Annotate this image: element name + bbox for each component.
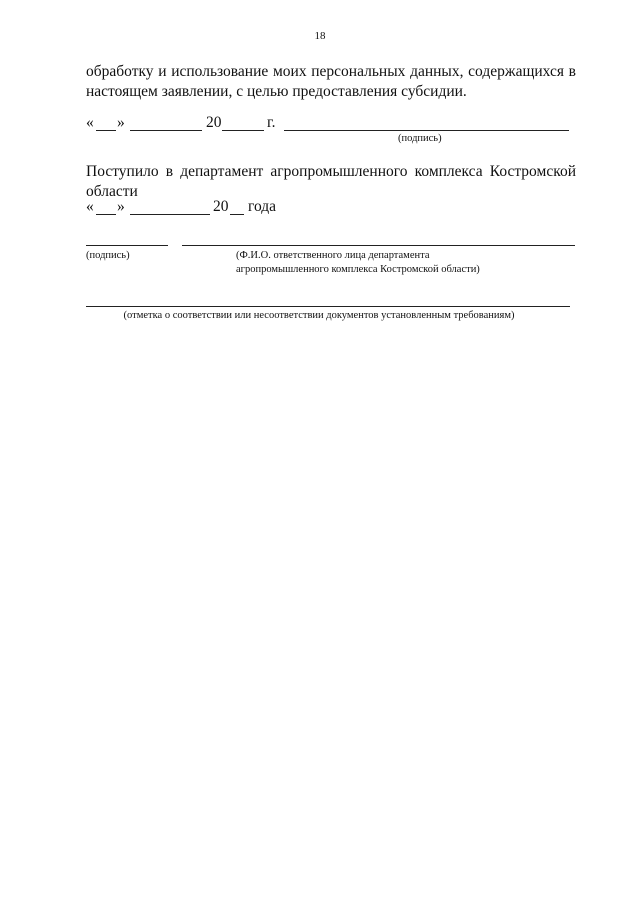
received-paragraph: Поступило в департамент агропромышленного комплекса Костромской области xyxy=(86,163,576,200)
quote-close: » xyxy=(117,198,125,215)
year-suffix: года xyxy=(248,198,277,215)
compliance-mark-line xyxy=(86,306,570,307)
day-blank xyxy=(96,130,116,131)
year-suffix: г. xyxy=(267,114,276,131)
page-number: 18 xyxy=(314,30,326,42)
compliance-caption: (отметка о соответствии или несоответствии документов установленным требованиям) xyxy=(123,310,515,321)
responsible-caption-line1: (Ф.И.О. ответственного лица департамента xyxy=(236,250,430,261)
year-blank xyxy=(222,130,264,131)
signature-line-2 xyxy=(86,245,168,246)
year-prefix: 20 xyxy=(206,114,222,131)
signature-caption-1: (подпись) xyxy=(398,133,442,144)
quote-open: « xyxy=(86,198,94,215)
responsible-name-line xyxy=(182,245,575,246)
quote-open: « xyxy=(86,114,94,131)
responsible-caption-line2: агропромышленного комплекса Костромской области) xyxy=(236,264,480,275)
year-blank xyxy=(230,214,244,215)
day-blank xyxy=(96,214,116,215)
consent-paragraph: обработку и использование моих персональных данных, содержащихся в настоящем заявлении, с целью предоставления субсидии. xyxy=(86,63,576,100)
signature-caption-2: (подпись) xyxy=(86,250,130,261)
month-blank xyxy=(130,130,202,131)
quote-close: » xyxy=(117,114,125,131)
year-prefix: 20 xyxy=(213,198,229,215)
month-blank xyxy=(130,214,210,215)
signature-line-1 xyxy=(284,130,569,131)
